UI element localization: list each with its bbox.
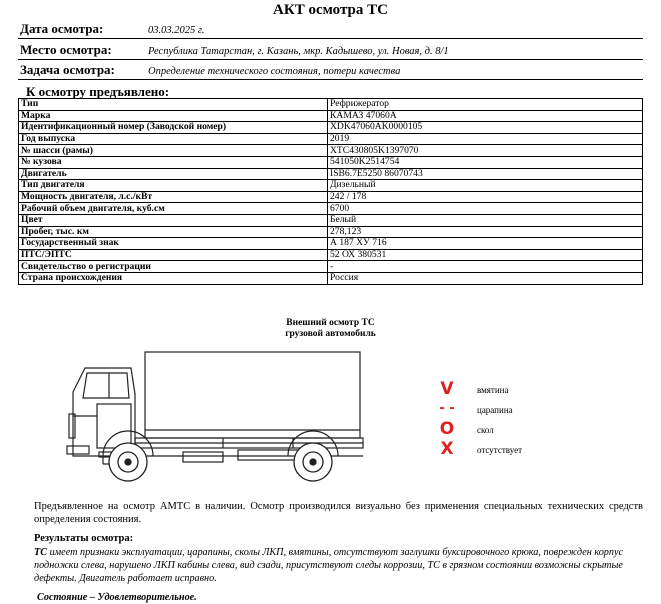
legend-item	[437, 380, 577, 400]
inspection-title: Внешний осмотр ТС	[286, 318, 375, 328]
header-row-date	[18, 19, 643, 39]
table-row	[19, 272, 643, 284]
chip-marker-icon: O	[439, 419, 455, 439]
prop-key: № шасси (рамы)	[19, 145, 328, 157]
inspection-paragraph: Предъявленное на осмотр АМТС в наличии. Осмотр производился визуально без применения специальных технических средств определения состояния.	[34, 501, 643, 525]
document-title: АКТ осмотра ТС	[273, 2, 388, 18]
legend-item	[437, 420, 577, 440]
header-label: Задача осмотра:	[20, 62, 115, 77]
prop-value: ISB6.7E5250 86070743	[328, 168, 643, 180]
section-title: К осмотру предъявлено:	[26, 84, 170, 99]
results-text	[34, 546, 643, 585]
table-row	[19, 249, 643, 261]
header-row-task	[18, 60, 643, 80]
prop-key: Страна происхождения	[19, 272, 328, 284]
results-lead: ТС	[34, 547, 48, 558]
prop-value: Белый	[328, 214, 643, 226]
prop-value: Дизельный	[328, 180, 643, 192]
table-row	[19, 203, 643, 215]
legend-label: скол	[477, 425, 494, 435]
legend-item	[437, 400, 577, 420]
prop-key: Тип двигателя	[19, 180, 328, 192]
prop-value: XTC430805K1397070	[328, 145, 643, 157]
header-row-place	[18, 40, 643, 60]
vehicle-properties-table	[18, 98, 643, 285]
dent-marker-icon: V	[440, 379, 454, 399]
table-row	[19, 133, 643, 145]
results-title: Результаты осмотра:	[34, 533, 134, 544]
table-row	[19, 168, 643, 180]
prop-key: Год выпуска	[19, 133, 328, 145]
table-row	[19, 261, 643, 273]
prop-key: Пробег, тыс. км	[19, 226, 328, 238]
prop-key: Свидетельство о регистрации	[19, 261, 328, 273]
legend-label: царапина	[477, 405, 513, 415]
prop-value: А 187 ХУ 716	[328, 238, 643, 250]
header-value: Определение технического состояния, потери качества	[148, 66, 401, 77]
prop-value: 541050K2514754	[328, 156, 643, 168]
legend-item	[437, 440, 577, 460]
prop-value: 242 / 178	[328, 191, 643, 203]
table-row	[19, 226, 643, 238]
prop-value: Россия	[328, 272, 643, 284]
condition-state: Состояние – Удовлетворительное.	[37, 592, 197, 603]
table-row	[19, 145, 643, 157]
truck-diagram	[63, 346, 373, 486]
prop-value: 52 ОХ 380531	[328, 249, 643, 261]
prop-value: XDK47060AK0000105	[328, 122, 643, 134]
table-row	[19, 99, 643, 111]
van-body	[145, 352, 360, 438]
header-label: Дата осмотра:	[20, 21, 104, 36]
legend-label: вмятина	[477, 385, 509, 395]
prop-value: 6700	[328, 203, 643, 215]
prop-key: Мощность двигателя, л.с./кВт	[19, 191, 328, 203]
table-row	[19, 180, 643, 192]
prop-key: Двигатель	[19, 168, 328, 180]
damage-legend	[437, 380, 577, 460]
table-row	[19, 156, 643, 168]
prop-key: Цвет	[19, 214, 328, 226]
table-row	[19, 191, 643, 203]
prop-key: Идентификационный номер (Заводской номер)	[19, 122, 328, 134]
table-row	[19, 122, 643, 134]
prop-value: 278,123	[328, 226, 643, 238]
legend-label: отсутствует	[477, 445, 523, 455]
scratch-marker-icon: - -	[439, 401, 455, 416]
prop-key: ПТС/ЭПТС	[19, 249, 328, 261]
prop-key: Тип	[19, 99, 328, 111]
prop-key: Марка	[19, 110, 328, 122]
prop-key: Рабочий объем двигателя, куб.см	[19, 203, 328, 215]
prop-key: Государственный знак	[19, 238, 328, 250]
prop-value: -	[328, 261, 643, 273]
header-value: 03.03.2025 г.	[148, 25, 205, 36]
table-row	[19, 238, 643, 250]
prop-value: КАМАЗ 47060А	[328, 110, 643, 122]
header-label: Место осмотра:	[20, 42, 112, 57]
inspection-subtitle: грузовой автомобиль	[285, 329, 376, 339]
header-value: Республика Татарстан, г. Казань, мкр. Кадышево, ул. Новая, д. 8/1	[148, 46, 449, 57]
results-body: имеет признаки эксплуатации, царапины, сколы ЛКП, вмятины, отсутствуют заглушки буксировочного крюка, поврежден корпус подножки слева, нарушено ЛКП кабины слева, вид сзади, присутствуют следы коррозии, ТС в грязном состоянии возможны скрытые дефекты. Двигатель работает исправно.	[34, 547, 624, 584]
prop-value: 2019	[328, 133, 643, 145]
prop-key: № кузова	[19, 156, 328, 168]
prop-value: Рефрижератор	[328, 99, 643, 111]
missing-marker-icon: X	[440, 439, 454, 459]
table-row	[19, 110, 643, 122]
table-row	[19, 214, 643, 226]
